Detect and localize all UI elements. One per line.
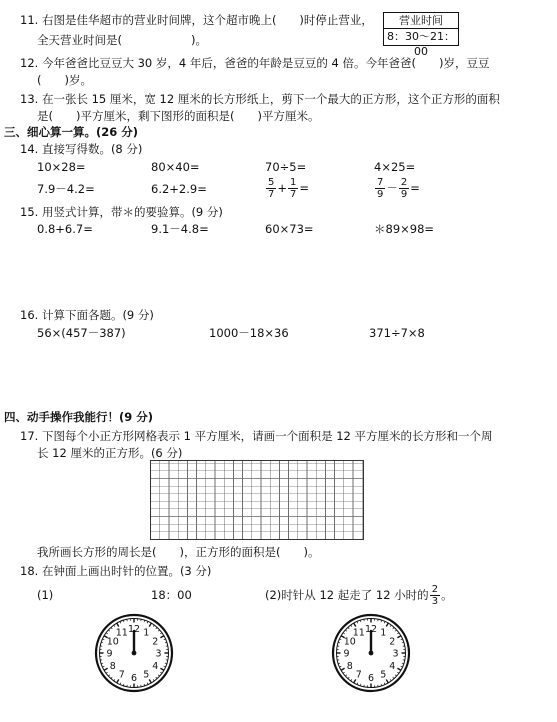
clock-number: 10 [106, 636, 119, 648]
q14-title: 14. 直接写得数。(8 分) [20, 142, 143, 156]
clock-tick [147, 621, 148, 623]
q14-item: 80×40= [151, 160, 200, 174]
clock-center [369, 651, 374, 656]
frac-denominator: 9 [377, 189, 384, 200]
q18-part2-label: (2)时针从 12 起走了 12 小时的 [265, 588, 429, 602]
sign-hours: 8：30～21：00 [384, 28, 458, 59]
clock-tick [158, 630, 159, 631]
frac-equals: = [299, 181, 310, 195]
clock-tick [343, 633, 345, 634]
clock-tick [401, 666, 403, 667]
clock-number: 7 [118, 669, 125, 681]
frac-operator: － [386, 181, 398, 195]
q15-item: 9.1－4.8= [151, 222, 209, 236]
clock-tick [397, 636, 400, 638]
clock-tick [160, 636, 163, 638]
clock-number: 9 [343, 648, 350, 660]
clock-tick [160, 633, 162, 634]
frac-denominator: 3 [431, 596, 439, 607]
clock-tick [149, 679, 151, 682]
q14-item: 6.2+2.9= [151, 182, 207, 196]
clock-number: 5 [143, 669, 150, 681]
clock-tick [348, 677, 349, 678]
q12-line1: 12. 今年爸爸比豆豆大 30 岁，4 年后，爸爸的年龄是豆豆的 4 倍。今年爸爸( )岁，豆豆 [20, 56, 490, 70]
q14-item: 10×28= [37, 160, 86, 174]
clock-number: 3 [155, 648, 162, 660]
clock-tick [156, 677, 157, 678]
clock-tick [111, 627, 112, 628]
clock-tick [343, 672, 345, 673]
clock-number: 1 [380, 627, 387, 639]
frac-numerator: 7 [377, 177, 384, 188]
clock-tick [120, 683, 121, 685]
clock-tick [397, 672, 399, 673]
clock-tick [345, 630, 346, 631]
sign-title: 营业时间 [399, 14, 443, 27]
q11-line2: 全天营业时间是( )。 [37, 33, 207, 47]
clock-tick [160, 668, 163, 670]
q18-title: 18. 在钟面上画出时针的位置。(3 分) [20, 564, 212, 578]
clock-number: 4 [152, 660, 159, 672]
clock-tick [102, 666, 104, 667]
q15-item: 0.8+6.7= [37, 222, 93, 236]
clock-tick [345, 675, 346, 676]
clock-tick [108, 675, 109, 676]
frac-denominator: 7 [290, 189, 297, 200]
frac-numerator: 1 [290, 177, 297, 188]
clock-tick [401, 639, 403, 640]
clock-number: 2 [152, 636, 159, 648]
clock-tick [106, 633, 108, 634]
clock-tick [348, 627, 349, 628]
q15-item: 60×73= [265, 222, 314, 236]
clock-tick [397, 668, 400, 670]
clock-tick [384, 621, 385, 623]
clock-number: 6 [367, 673, 375, 684]
frac-denominator: 7 [268, 189, 275, 200]
clock-tick [108, 630, 109, 631]
clock-tick [164, 639, 166, 640]
clock-tick [339, 639, 341, 640]
clock-number: 5 [380, 669, 387, 681]
clock-tick [351, 679, 352, 681]
clock-tick [156, 627, 157, 628]
clock-tick [386, 623, 388, 626]
q14-item: 70÷5= [265, 160, 307, 174]
clock-tick [341, 668, 344, 670]
clock-number: 1 [143, 627, 150, 639]
clock-tick [102, 639, 104, 640]
clock-tick [357, 621, 358, 623]
q14-fraction-diff [374, 175, 420, 201]
clock-tick [117, 623, 119, 626]
frac-numerator: 2 [400, 177, 408, 188]
q15-item: ＊89×98= [374, 222, 435, 236]
clock-number: 7 [355, 669, 362, 681]
clock-number: 11 [115, 627, 128, 639]
clock-number: 2 [389, 636, 396, 648]
clock-tick [111, 677, 112, 678]
clock-tick [354, 623, 356, 626]
q17-line2: 长 12 厘米的正方形。(6 分) [37, 446, 183, 460]
clock-tick [114, 679, 115, 681]
clock-tick [158, 675, 159, 676]
clock-number: 12 [127, 624, 141, 635]
clock-face-1[interactable] [94, 613, 174, 693]
clock-tick [395, 630, 396, 631]
square-grid[interactable] [150, 460, 364, 540]
q16-item: 56×(457－387) [37, 326, 126, 340]
section-3-title: 三、细心算一算。(26 分) [4, 125, 139, 139]
q18-part2-end: 。 [441, 588, 453, 602]
q18-part1-time: 18：00 [151, 588, 192, 602]
clock-tick [106, 672, 108, 673]
clock-face-2[interactable] [331, 613, 411, 693]
clock-tick [153, 625, 154, 627]
q17-answer: 我所画长方形的周长是( )，正方形的面积是( )。 [37, 545, 320, 559]
frac-numerator: 2 [431, 584, 439, 595]
q12-line2: ( )岁。 [37, 73, 92, 87]
business-hours-sign [383, 12, 459, 58]
frac-operator: + [277, 181, 288, 195]
q16-item: 1000－18×36 [209, 326, 289, 340]
frac-equals: = [410, 181, 420, 195]
clock-center [132, 651, 137, 656]
clock-tick [147, 683, 148, 685]
clock-tick [393, 677, 394, 678]
clock-number: 3 [392, 648, 399, 660]
q16-item: 371÷7×8 [369, 326, 425, 340]
q11-line1: 11. 右图是佳华超市的营业时间牌，这个超市晚上( )时停止营业， [20, 13, 373, 27]
frac-denominator: 9 [400, 189, 408, 200]
clock-tick [397, 633, 399, 634]
q18-part1-label: (1) [37, 588, 54, 602]
clock-tick [120, 621, 121, 623]
clock-tick [393, 627, 394, 628]
clock-tick [357, 683, 358, 685]
q14-fraction-sum [265, 175, 309, 201]
frac-numerator: 5 [268, 177, 275, 188]
q15-title: 15. 用竖式计算，带＊的要验算。(9 分) [20, 205, 223, 219]
clock-tick [149, 623, 151, 626]
clock-tick [390, 625, 391, 627]
q13-line1: 13. 在一张长 15 厘米，宽 12 厘米的长方形纸上，剪下一个最大的正方形，这个正方形的面积 [20, 92, 500, 106]
q16-title: 16. 计算下面各题。(9 分) [20, 308, 154, 322]
clock-number: 6 [130, 673, 138, 684]
clock-tick [104, 668, 107, 670]
clock-number: 9 [106, 648, 113, 660]
clock-tick [395, 675, 396, 676]
clock-number: 11 [352, 627, 365, 639]
clock-number: 4 [389, 660, 396, 672]
clock-number: 8 [346, 660, 353, 672]
clock-tick [390, 679, 391, 681]
clock-number: 10 [343, 636, 356, 648]
clock-number: 12 [364, 624, 378, 635]
section-4-title: 四、动手操作我能行！(9 分) [4, 410, 154, 424]
clock-number: 8 [109, 660, 116, 672]
q14-item: 7.9－4.2= [37, 182, 95, 196]
clock-tick [153, 679, 154, 681]
clock-tick [339, 666, 341, 667]
clock-tick [160, 672, 162, 673]
clock-tick [384, 683, 385, 685]
clock-tick [386, 679, 388, 682]
q13-line2: 是( )平方厘米，剩下图形的面积是( )平方厘米。 [37, 109, 320, 123]
q14-item: 4×25= [374, 160, 416, 174]
q18-part2-text [265, 582, 453, 608]
clock-tick [164, 666, 166, 667]
q17-line1: 17. 下图每个小正方形网格表示 1 平方厘米，请画一个面积是 12 平方厘米的长方形和一个周 [20, 429, 493, 443]
